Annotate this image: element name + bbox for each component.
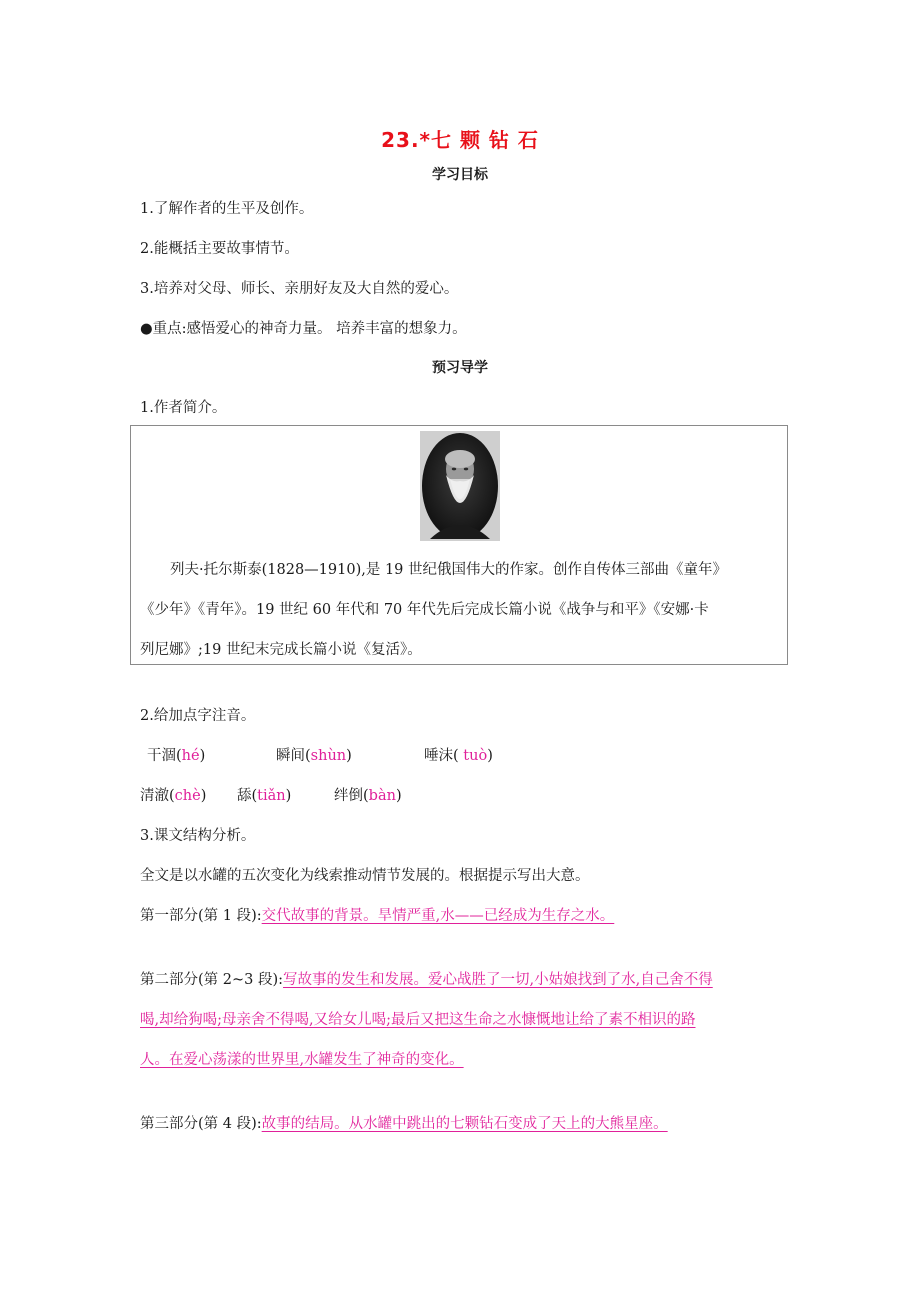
pinyin-item: 绊倒(bàn) — [334, 788, 402, 804]
bio-line: 列夫·托尔斯泰(1828—1910),是 19 世纪俄国伟大的作家。创作自传体三部曲《童年》 — [170, 562, 728, 578]
question-structure: 3.课文结构分析。 — [140, 828, 256, 844]
part-two: 第二部分(第 2~3 段):写故事的发生和发展。爱心战胜了一切,小姑娘找到了水,自己舍不得 — [140, 972, 713, 988]
part-three-answer: 故事的结局。从水罐中跳出的七颗钻石变成了天上的大熊星座。 — [261, 1116, 668, 1132]
bio-line: 列尼娜》;19 世纪末完成长篇小说《复活》。 — [140, 642, 422, 658]
section-heading-goals: 学习目标 — [432, 167, 488, 183]
goal-item: 2.能概括主要故事情节。 — [140, 241, 299, 257]
page-title: 23.*七 颗 钻 石 — [381, 128, 539, 152]
question-pinyin: 2.给加点字注音。 — [140, 708, 256, 724]
section-heading-preview: 预习导学 — [432, 360, 488, 376]
question-author-intro: 1.作者简介。 — [140, 400, 227, 416]
pinyin-item: 清澈(chè) — [140, 788, 207, 804]
pinyin-item: 瞬间(shùn) — [276, 748, 352, 764]
key-point: ●重点:感悟爱心的神奇力量。 培养丰富的想象力。 — [140, 321, 467, 337]
part-one: 第一部分(第 1 段):交代故事的背景。旱情严重,水——已经成为生存之水。 — [140, 908, 615, 924]
author-portrait-image — [420, 431, 500, 541]
goal-item: 1.了解作者的生平及创作。 — [140, 201, 314, 217]
part-one-answer: 交代故事的背景。旱情严重,水——已经成为生存之水。 — [261, 908, 615, 924]
portrait-icon — [420, 431, 500, 541]
part-two-answer-line: 人。在爱心荡漾的世界里,水罐发生了神奇的变化。 — [140, 1052, 464, 1068]
goal-item: 3.培养对父母、师长、亲朋好友及大自然的爱心。 — [140, 281, 459, 297]
pinyin-item: 干涸(hé) — [147, 748, 206, 764]
bio-line: 《少年》《青年》。19 世纪 60 年代和 70 年代先后完成长篇小说《战争与和平》《安娜·卡 — [140, 602, 709, 618]
part-two-answer-line: 喝,却给狗喝;母亲舍不得喝,又给女儿喝;最后又把这生命之水慷慨地让给了素不相识的路 — [140, 1012, 696, 1028]
part-three: 第三部分(第 4 段):故事的结局。从水罐中跳出的七颗钻石变成了天上的大熊星座。 — [140, 1116, 668, 1132]
part-two-answer: 写故事的发生和发展。爱心战胜了一切,小姑娘找到了水,自己舍不得 — [283, 972, 713, 988]
structure-intro: 全文是以水罐的五次变化为线索推动情节发展的。根据提示写出大意。 — [140, 868, 590, 884]
pinyin-item: 舔(tiǎn) — [237, 788, 292, 804]
pinyin-item: 唾沫( tuò) — [424, 748, 493, 764]
